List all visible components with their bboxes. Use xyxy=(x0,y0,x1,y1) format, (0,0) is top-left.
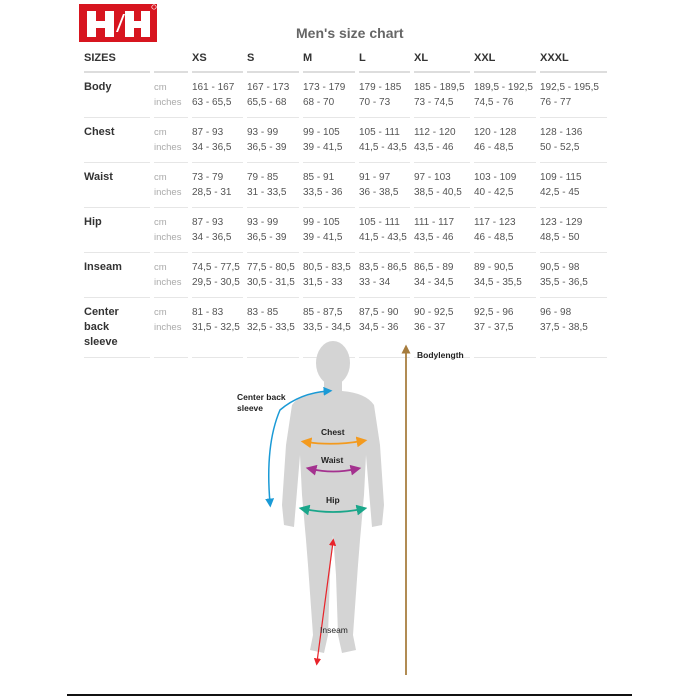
size-value-cell xyxy=(540,208,607,253)
cm-value: 117 - 123 xyxy=(474,217,516,228)
size-value-cell xyxy=(359,118,410,163)
size-value-cell xyxy=(474,73,536,118)
inches-value: 33,5 - 36 xyxy=(303,187,343,198)
size-value-cell xyxy=(192,208,243,253)
inches-value: 73 - 74,5 xyxy=(414,97,454,108)
inches-value: 34,5 - 35,5 xyxy=(474,277,522,288)
unit-labels xyxy=(154,73,188,118)
inches-value: 29,5 - 30,5 xyxy=(192,277,240,288)
cm-value: 185 - 189,5 xyxy=(414,82,465,93)
inches-value: 42,5 - 45 xyxy=(540,187,580,198)
cm-value: 87 - 93 xyxy=(192,127,224,138)
inches-value: 34 - 34,5 xyxy=(414,277,454,288)
size-value-cell xyxy=(359,163,410,208)
waist-label: Waist xyxy=(321,455,344,465)
cm-value: 77,5 - 80,5 xyxy=(247,262,295,273)
cm-value: 173 - 179 xyxy=(303,82,346,93)
cm-value: 91 - 97 xyxy=(359,172,391,183)
inches-value: 43,5 - 46 xyxy=(414,232,454,243)
unit-inches: inches xyxy=(154,277,182,288)
cm-value: 86,5 - 89 xyxy=(414,262,454,273)
cm-value: 74,5 - 77,5 xyxy=(192,262,240,273)
cm-value: 83,5 - 86,5 xyxy=(359,262,407,273)
inches-value: 46 - 48,5 xyxy=(474,142,514,153)
cm-value: 93 - 99 xyxy=(247,127,279,138)
size-value-cell xyxy=(303,163,355,208)
table-row xyxy=(84,73,607,118)
cm-value: 120 - 128 xyxy=(474,127,517,138)
size-value-cell xyxy=(192,253,243,298)
cm-value: 161 - 167 xyxy=(192,82,235,93)
table-row xyxy=(84,118,607,163)
inches-value: 34 - 36,5 xyxy=(192,142,232,153)
unit-labels xyxy=(154,253,188,298)
unit-cm: cm xyxy=(154,82,167,93)
unit-inches: inches xyxy=(154,322,182,333)
cm-value: 83 - 85 xyxy=(247,307,279,318)
inches-value: 43,5 - 46 xyxy=(414,142,454,153)
size-value-cell xyxy=(303,73,355,118)
measurement-label: Waist xyxy=(84,163,150,208)
bottom-divider xyxy=(67,694,632,696)
cm-value: 93 - 99 xyxy=(247,217,279,228)
page-title: Men's size chart xyxy=(296,25,404,41)
size-value-cell xyxy=(303,253,355,298)
cm-value: 87 - 93 xyxy=(192,217,224,228)
cm-value: 192,5 - 195,5 xyxy=(540,82,599,93)
cm-value: 90 - 92,5 xyxy=(414,307,454,318)
cm-value: 109 - 115 xyxy=(540,172,582,183)
unit-cm: cm xyxy=(154,172,167,183)
inches-value: 36 - 37 xyxy=(414,322,446,333)
size-value-cell xyxy=(474,118,536,163)
table-row xyxy=(84,253,607,298)
inches-value: 37,5 - 38,5 xyxy=(540,322,588,333)
inches-value: 35,5 - 36,5 xyxy=(540,277,588,288)
cm-value: 99 - 105 xyxy=(303,127,340,138)
unit-inches: inches xyxy=(154,142,182,153)
inches-value: 68 - 70 xyxy=(303,97,335,108)
size-value-cell xyxy=(247,208,299,253)
cm-value: 105 - 111 xyxy=(359,217,400,228)
inches-value: 34 - 36,5 xyxy=(192,232,232,243)
cm-value: 179 - 185 xyxy=(359,82,402,93)
size-header: XXXL xyxy=(540,48,607,73)
measurement-label: Hip xyxy=(84,208,150,253)
cm-value: 89 - 90,5 xyxy=(474,262,514,273)
brand-logo xyxy=(79,4,157,42)
size-value-cell xyxy=(414,118,470,163)
cm-value: 105 - 111 xyxy=(359,127,400,138)
table-header-row xyxy=(84,48,607,73)
measurement-label: Body xyxy=(84,73,150,118)
unit-cm: cm xyxy=(154,262,167,273)
inches-value: 31 - 33,5 xyxy=(247,187,287,198)
cm-value: 81 - 83 xyxy=(192,307,224,318)
size-header: S xyxy=(247,48,299,73)
size-header: L xyxy=(359,48,410,73)
size-value-cell xyxy=(414,208,470,253)
size-value-cell xyxy=(192,163,243,208)
inches-value: 33,5 - 34,5 xyxy=(303,322,351,333)
inches-value: 39 - 41,5 xyxy=(303,232,343,243)
cm-value: 123 - 129 xyxy=(540,217,583,228)
unit-labels xyxy=(154,298,188,358)
size-header: M xyxy=(303,48,355,73)
inches-value: 36,5 - 39 xyxy=(247,232,287,243)
size-value-cell xyxy=(303,208,355,253)
inches-value: 33 - 34 xyxy=(359,277,391,288)
inches-value: 31,5 - 33 xyxy=(303,277,343,288)
size-value-cell xyxy=(192,73,243,118)
inches-value: 40 - 42,5 xyxy=(474,187,514,198)
inseam-label: Inseam xyxy=(320,625,348,635)
size-header: XS xyxy=(192,48,243,73)
inches-value: 76 - 77 xyxy=(540,97,572,108)
size-value-cell xyxy=(414,253,470,298)
cm-value: 73 - 79 xyxy=(192,172,224,183)
cm-value: 111 - 117 xyxy=(414,217,455,228)
size-value-cell xyxy=(540,253,607,298)
inches-value: 46 - 48,5 xyxy=(474,232,514,243)
table-row xyxy=(84,163,607,208)
size-value-cell xyxy=(192,118,243,163)
size-value-cell xyxy=(247,253,299,298)
bodylength-label: Bodylength xyxy=(417,350,464,360)
cm-value: 167 - 173 xyxy=(247,82,290,93)
unit-labels xyxy=(154,208,188,253)
inches-value: 34,5 - 36 xyxy=(359,322,399,333)
size-value-cell xyxy=(474,253,536,298)
center-back-sleeve-label-2: sleeve xyxy=(237,403,263,413)
size-value-cell xyxy=(474,208,536,253)
inches-value: 37 - 37,5 xyxy=(474,322,514,333)
cm-value: 80,5 - 83,5 xyxy=(303,262,351,273)
size-value-cell xyxy=(303,118,355,163)
size-value-cell xyxy=(414,163,470,208)
size-value-cell xyxy=(414,73,470,118)
cm-value: 103 - 109 xyxy=(474,172,517,183)
measurement-label: Inseam xyxy=(84,253,150,298)
inches-value: 74,5 - 76 xyxy=(474,97,514,108)
table-row xyxy=(84,208,607,253)
unit-labels xyxy=(154,163,188,208)
cm-value: 79 - 85 xyxy=(247,172,279,183)
size-value-cell xyxy=(474,298,536,358)
inches-value: 31,5 - 32,5 xyxy=(192,322,240,333)
inches-value: 70 - 73 xyxy=(359,97,391,108)
cm-value: 90,5 - 98 xyxy=(540,262,580,273)
cm-value: 189,5 - 192,5 xyxy=(474,82,533,93)
unit-labels xyxy=(154,118,188,163)
inches-value: 28,5 - 31 xyxy=(192,187,232,198)
size-value-cell xyxy=(247,73,299,118)
size-header: XXL xyxy=(474,48,536,73)
size-value-cell xyxy=(540,298,607,358)
unit-header xyxy=(154,48,188,73)
size-value-cell xyxy=(540,163,607,208)
size-value-cell xyxy=(359,208,410,253)
inches-value: 36 - 38,5 xyxy=(359,187,399,198)
unit-inches: inches xyxy=(154,97,182,108)
unit-cm: cm xyxy=(154,307,167,318)
inches-value: 30,5 - 31,5 xyxy=(247,277,295,288)
measurement-label: Chest xyxy=(84,118,150,163)
center-back-sleeve-label-1: Center back xyxy=(237,392,286,402)
inches-value: 39 - 41,5 xyxy=(303,142,343,153)
size-value-cell xyxy=(247,163,299,208)
size-value-cell xyxy=(359,73,410,118)
inches-value: 38,5 - 40,5 xyxy=(414,187,462,198)
chest-label: Chest xyxy=(321,427,345,437)
unit-cm: cm xyxy=(154,127,167,138)
body-measurement-diagram xyxy=(220,335,480,675)
size-value-cell xyxy=(474,163,536,208)
unit-inches: inches xyxy=(154,232,182,243)
cm-value: 96 - 98 xyxy=(540,307,572,318)
cm-value: 87,5 - 90 xyxy=(359,307,399,318)
cm-value: 85 - 87,5 xyxy=(303,307,343,318)
size-value-cell xyxy=(540,118,607,163)
inches-value: 65,5 - 68 xyxy=(247,97,287,108)
size-header: XL xyxy=(414,48,470,73)
sizes-header: SIZES xyxy=(84,48,150,73)
inches-value: 50 - 52,5 xyxy=(540,142,580,153)
cm-value: 128 - 136 xyxy=(540,127,583,138)
inches-value: 32,5 - 33,5 xyxy=(247,322,295,333)
measurement-label: Center back sleeve xyxy=(84,298,150,358)
cm-value: 85 - 91 xyxy=(303,172,335,183)
cm-value: 92,5 - 96 xyxy=(474,307,514,318)
inches-value: 41,5 - 43,5 xyxy=(359,142,407,153)
size-value-cell xyxy=(359,253,410,298)
size-value-cell xyxy=(540,73,607,118)
size-value-cell xyxy=(247,118,299,163)
cm-value: 112 - 120 xyxy=(414,127,456,138)
inches-value: 63 - 65,5 xyxy=(192,97,232,108)
size-chart-table xyxy=(80,48,611,358)
inches-value: 48,5 - 50 xyxy=(540,232,580,243)
inches-value: 36,5 - 39 xyxy=(247,142,287,153)
unit-cm: cm xyxy=(154,217,167,228)
hip-label: Hip xyxy=(326,495,340,505)
unit-inches: inches xyxy=(154,187,182,198)
cm-value: 97 - 103 xyxy=(414,172,451,183)
cm-value: 99 - 105 xyxy=(303,217,340,228)
inches-value: 41,5 - 43,5 xyxy=(359,232,407,243)
